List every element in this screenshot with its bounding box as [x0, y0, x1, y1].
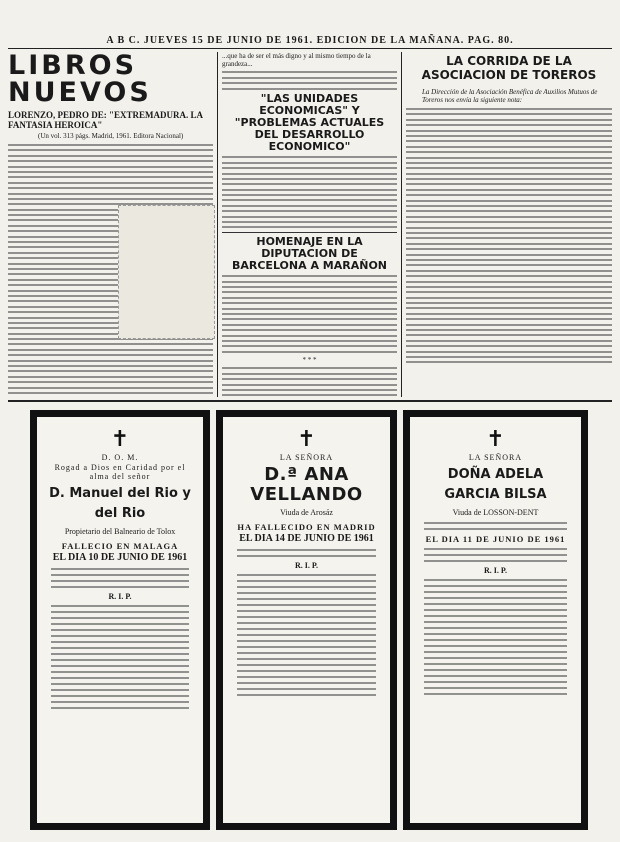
obituary-subtitle: Viuda de Arosáz — [280, 508, 333, 517]
corrida-text — [406, 108, 612, 363]
unidades-economicas-text — [222, 156, 397, 228]
obituary-died: HA FALLECIDO EN MADRID — [237, 522, 376, 532]
homenaje-maranon-text — [222, 275, 397, 352]
obituary-rip: R. I. P. — [294, 561, 319, 570]
corrida-toreros-column — [406, 52, 612, 397]
obituary-family-text — [418, 579, 573, 695]
obituary-died: FALLECIO EN MALAGA — [61, 541, 179, 551]
obituary-family-text — [231, 574, 382, 696]
libros-nuevos-heading: LIBROS NUEVOS — [8, 52, 152, 108]
obituary-top: LA SEÑORA — [468, 453, 523, 462]
obituary-name: D. Manuel del Rio y del Rio — [49, 486, 191, 521]
masthead-rule — [8, 48, 612, 49]
cross-icon: ✝ — [486, 427, 505, 452]
middle-top-fragment: ...que ha de ser el más digno y al mismo tiempo de la grandeza... — [222, 52, 371, 68]
middle-column — [222, 52, 397, 397]
obituary-manuel-del-rio — [30, 410, 210, 830]
unidades-economicas-heading: "LAS UNIDADES ECONOMICAS" Y "PROBLEMAS ACTUALES DEL DESARROLLO ECONOMICO" — [234, 91, 385, 153]
cross-icon: ✝ — [297, 427, 316, 452]
obituary-died: EL DIA 11 DE JUNIO DE 1961 — [425, 534, 566, 544]
author-portrait — [118, 205, 215, 339]
masthead: A B C. JUEVES 15 DE JUNIO DE 1961. EDICION DE LA MAÑANA. PAG. 80. — [106, 35, 514, 46]
obituary-text-2 — [418, 548, 573, 562]
obituary-name: DOÑA ADELA GARCIA BILSA — [444, 467, 547, 502]
obituary-family-text — [45, 605, 195, 709]
obituary-rip: R. I. P. — [483, 566, 508, 575]
section-rule — [8, 400, 612, 402]
book-reference: (Un vol. 313 págs. Madrid, 1961. Editora Nacional) — [38, 132, 184, 140]
homenaje-maranon-heading: HOMENAJE EN LA DIPUTACION DE BARCELONA A MARAÑON — [222, 232, 397, 272]
cross-icon: ✝ — [110, 427, 130, 452]
obituary-subtitle: Propietario del Balneario de Tolox — [64, 527, 176, 536]
obituary-name: D.ª ANA VELLANDO — [250, 464, 363, 505]
obituary-text — [418, 522, 573, 530]
section-mark: * * * — [302, 356, 317, 365]
obituary-rogad: Rogad a Dios en Caridad por el alma del señor — [54, 463, 186, 481]
middle-bottom-text — [222, 367, 397, 397]
obituary-ana-vellando — [216, 410, 397, 830]
middle-top-text — [222, 71, 397, 89]
column-divider — [217, 52, 218, 397]
corrida-toreros-heading: LA CORRIDA DE LA ASOCIACION DE TOREROS — [421, 54, 597, 82]
corrida-intro: La Dirección de la Asociación Benéfica de Auxilios Mutuos de Toreros nos envía la siguiente nota: — [422, 88, 598, 104]
obituary-adela-garcia — [403, 410, 588, 830]
obituary-top: D. O. M. — [101, 453, 139, 462]
obituary-text — [45, 568, 195, 588]
obituary-rip: R. I. P. — [108, 592, 132, 601]
book-title: LORENZO, PEDRO DE: "EXTREMADURA. LA FANTASIA HEROICA" — [8, 110, 203, 130]
obituary-date: EL DIA 14 DE JUNIO DE 1961 — [239, 533, 374, 544]
obituary-top: LA SEÑORA — [279, 453, 334, 462]
column-divider — [401, 52, 402, 397]
obituary-date: EL DIA 10 DE JUNIO DE 1961 — [52, 552, 188, 563]
obituary-subtitle: Viuda de LOSSON-DENT — [452, 508, 539, 517]
obituary-text — [231, 549, 382, 557]
